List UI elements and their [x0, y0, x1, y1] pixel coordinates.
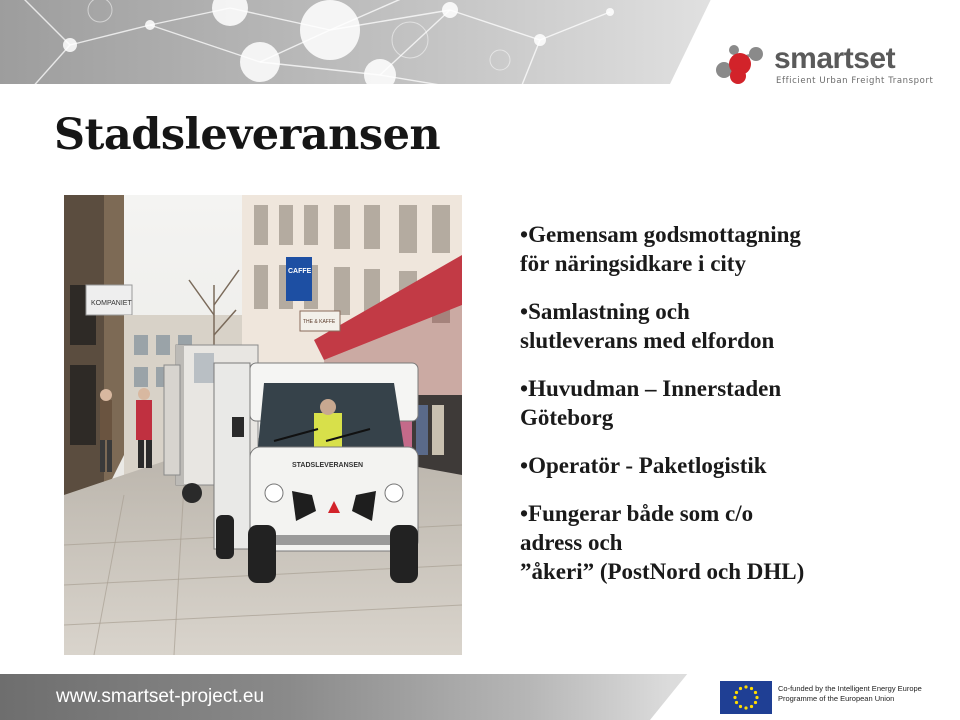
bullet-item: • Gemensam godsmottagning för näringsidkare i city: [520, 220, 940, 278]
smartset-logo: [712, 40, 934, 90]
sign-kompaniet: KOMPANIET: [91, 300, 132, 307]
slide-title: Stadsleveransen: [54, 110, 441, 160]
network-graphic: [0, 0, 700, 84]
logo-tagline: Efficient Urban Freight Transport: [776, 76, 934, 86]
footer-band: [0, 674, 960, 720]
eu-flag-icon: [720, 681, 772, 714]
molecule-icon: [712, 40, 772, 86]
bullet-item: • Fungerar både som c/o adress och ”åkeri” (PostNord och DHL): [520, 499, 940, 586]
delivery-vehicle-illustration: [64, 195, 462, 655]
bullet-item: • Samlastning och slutleverans med elfordon: [520, 297, 940, 355]
street-photo: [64, 195, 462, 655]
logo-wordmark: smartset: [774, 42, 896, 75]
vehicle-label: STADSLEVERANSEN: [292, 462, 364, 469]
bullet-item: • Operatör - Paketlogistik: [520, 451, 940, 480]
bullet-list: [520, 220, 940, 605]
bullet-item: • Huvudman – Innerstaden Göteborg: [520, 374, 940, 432]
footer-url[interactable]: www.smartset-project.eu: [56, 686, 265, 707]
sign-magasinet: THE & KAFFE: [303, 319, 336, 325]
sign-caffe: CAFFE: [288, 268, 312, 275]
eu-cofunding-text: Co-funded by the Intelligent Energy Europe Programme of the European Union: [778, 684, 922, 703]
